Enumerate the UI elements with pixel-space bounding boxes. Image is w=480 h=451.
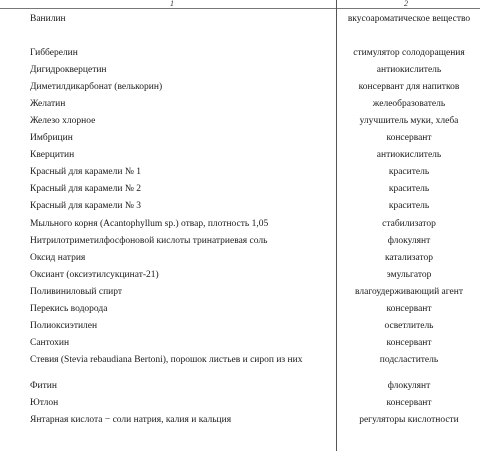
additive-name: Кверцитин	[30, 150, 75, 160]
additive-function: консервант	[386, 133, 432, 143]
additive-function: краситель	[388, 184, 430, 194]
table-row	[0, 184, 430, 194]
additive-name: Имбрицин	[30, 133, 73, 143]
table-row	[0, 253, 434, 263]
additive-name: Перекись водорода	[30, 304, 108, 314]
additive-name: Сантохин	[30, 338, 70, 348]
table-row	[0, 219, 436, 229]
additive-function: флокулянт	[387, 381, 431, 391]
table-row	[0, 116, 459, 126]
additive-name: Желатин	[30, 99, 66, 109]
table-row	[0, 381, 431, 391]
additive-name: Ютлон	[30, 398, 59, 408]
table-row	[0, 65, 442, 75]
additive-function: консервант	[386, 338, 432, 348]
additive-function: краситель	[388, 167, 430, 177]
header-rule	[0, 8, 480, 9]
table-row	[0, 338, 432, 348]
additive-name: Оксиант (оксиэтилсукцинат-21)	[30, 270, 159, 280]
table-row	[0, 321, 434, 331]
table-row	[0, 167, 430, 177]
additive-name: Янтарная кислота − соли натрия, калия и кальция	[30, 415, 232, 425]
table-row	[0, 236, 431, 246]
additive-name: Фитин	[30, 381, 57, 391]
column-divider	[336, 0, 337, 451]
additive-function: эмульгатор	[386, 270, 432, 280]
table-row	[0, 304, 432, 314]
table-row	[0, 287, 463, 297]
table-row	[0, 201, 430, 211]
additive-name: Гибберелин	[30, 48, 78, 58]
additive-function: желеобразователь	[372, 99, 446, 109]
table-row	[0, 48, 465, 58]
additive-function: вкусоароматическое вещество	[347, 14, 471, 24]
additive-function: подсластитель	[379, 355, 439, 365]
additive-function: консервант	[386, 398, 432, 408]
table-row	[0, 99, 446, 109]
additive-name: Мыльного корня (Acantophyllum sp.) отвар, плотность 1,05	[30, 219, 269, 229]
column-2-header: 2	[404, 0, 408, 8]
table-row	[0, 82, 460, 92]
additive-function: регуляторы кислотности	[359, 415, 459, 425]
additive-function: стимулятор солодоращения	[353, 48, 465, 58]
additive-name: Поливиниловый спирт	[30, 287, 123, 297]
additive-function: антиокислитель	[376, 65, 442, 75]
additive-name: Нитрилотриметилфосфоновой кислоты тринатриевая соль	[30, 236, 268, 246]
additive-function: консервант	[386, 304, 432, 314]
table-row	[0, 14, 471, 24]
additive-name: Красный для карамели № 3	[30, 201, 142, 211]
table-row	[0, 398, 432, 408]
additive-function: осветлитель	[384, 321, 434, 331]
table-row	[0, 270, 432, 280]
additive-name: Железо хлорное	[30, 116, 96, 126]
additive-name: Стевия (Stevia rebaudiana Bertoni), порошок листьев и сироп из них	[30, 355, 303, 365]
additive-function: стабилизатор	[382, 219, 436, 229]
table-row	[0, 355, 439, 365]
additive-name: Красный для карамели № 2	[30, 184, 142, 194]
additive-function: катализатор	[384, 253, 434, 263]
column-1-header: 1	[170, 0, 174, 8]
table-row	[0, 415, 459, 425]
additive-function: консервант для напитков	[358, 82, 460, 92]
additive-function: краситель	[388, 201, 430, 211]
additive-function: улучшитель муки, хлеба	[359, 116, 459, 126]
additive-name: Красный для карамели № 1	[30, 167, 142, 177]
additive-function: антиокислитель	[376, 150, 442, 160]
additive-name: Диметилдикарбонат (велькорин)	[30, 82, 163, 92]
table-row	[0, 133, 432, 143]
additive-name: Ванилин	[30, 14, 66, 24]
additive-function: флокулянт	[387, 236, 431, 246]
additive-name: Полиоксиэтилен	[30, 321, 98, 331]
additive-name: Дигидрокверцетин	[30, 65, 107, 75]
additive-function: влагоудерживающий агент	[355, 287, 463, 297]
table-row	[0, 150, 442, 160]
additive-name: Оксид натрия	[30, 253, 86, 263]
